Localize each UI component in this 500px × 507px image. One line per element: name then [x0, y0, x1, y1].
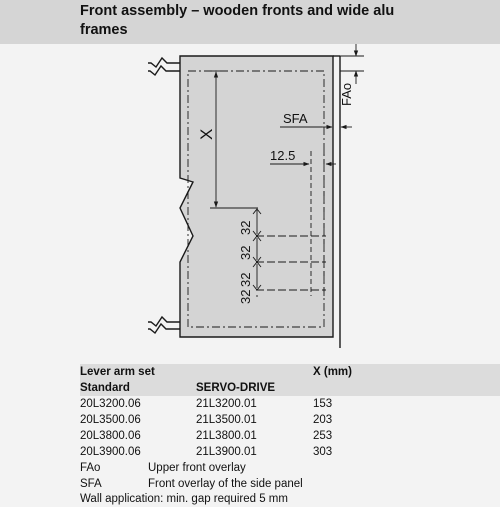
x-cell: 253	[313, 430, 333, 442]
dimension-32-c: 32	[238, 272, 253, 287]
standard-cell: 20L3900.06	[80, 446, 141, 458]
dimension-32-d: 32	[238, 289, 253, 304]
legend-desc: Upper front overlay	[148, 462, 246, 474]
servo-column-header: SERVO-DRIVE	[196, 382, 276, 394]
top-wall-break	[148, 58, 180, 75]
table-row	[80, 412, 500, 428]
bottom-wall-break	[148, 317, 180, 333]
header-bar	[0, 0, 500, 44]
table-title-row	[80, 364, 500, 380]
legend-abbr: FAo	[80, 462, 101, 474]
dimension-32-b: 32	[238, 245, 253, 260]
servo-cell: 21L3500.01	[196, 414, 257, 426]
x-cell: 203	[313, 414, 333, 426]
x-label: X	[197, 128, 216, 140]
legend-item	[80, 476, 500, 492]
table-header-row	[80, 380, 500, 396]
fao-dimension	[340, 44, 364, 84]
standard-cell: 20L3200.06	[80, 398, 141, 410]
title-line-1: Front assembly – wooden fronts and wide alu	[80, 3, 395, 19]
dimension-12-5-label: 12.5	[270, 148, 296, 163]
title-line-2: frames	[80, 22, 128, 38]
side-panel-shape	[180, 56, 333, 337]
dimension-32-a: 32	[238, 220, 253, 235]
sfa-label: SFA	[283, 111, 308, 126]
standard-column-header: Standard	[80, 382, 130, 394]
wall-note-row	[80, 491, 500, 507]
legend-desc: Front overlay of the side panel	[148, 478, 303, 490]
table-row	[80, 396, 500, 412]
standard-cell: 20L3500.06	[80, 414, 141, 426]
x-cell: 303	[313, 446, 333, 458]
wall-application-note: Wall application: min. gap required 5 mm	[80, 493, 288, 505]
servo-cell: 21L3900.01	[196, 446, 257, 458]
table-row	[80, 444, 500, 460]
legend-abbr: SFA	[80, 478, 102, 490]
standard-cell: 20L3800.06	[80, 430, 141, 442]
table-row	[80, 428, 500, 444]
x-column-header: X (mm)	[313, 366, 352, 378]
servo-cell: 21L3800.01	[196, 430, 257, 442]
front-assembly-diagram	[0, 44, 500, 360]
fao-label: FAo	[339, 82, 354, 106]
table-title: Lever arm set	[80, 366, 155, 378]
legend-item	[80, 460, 500, 476]
servo-cell: 21L3200.01	[196, 398, 257, 410]
x-cell: 153	[313, 398, 333, 410]
